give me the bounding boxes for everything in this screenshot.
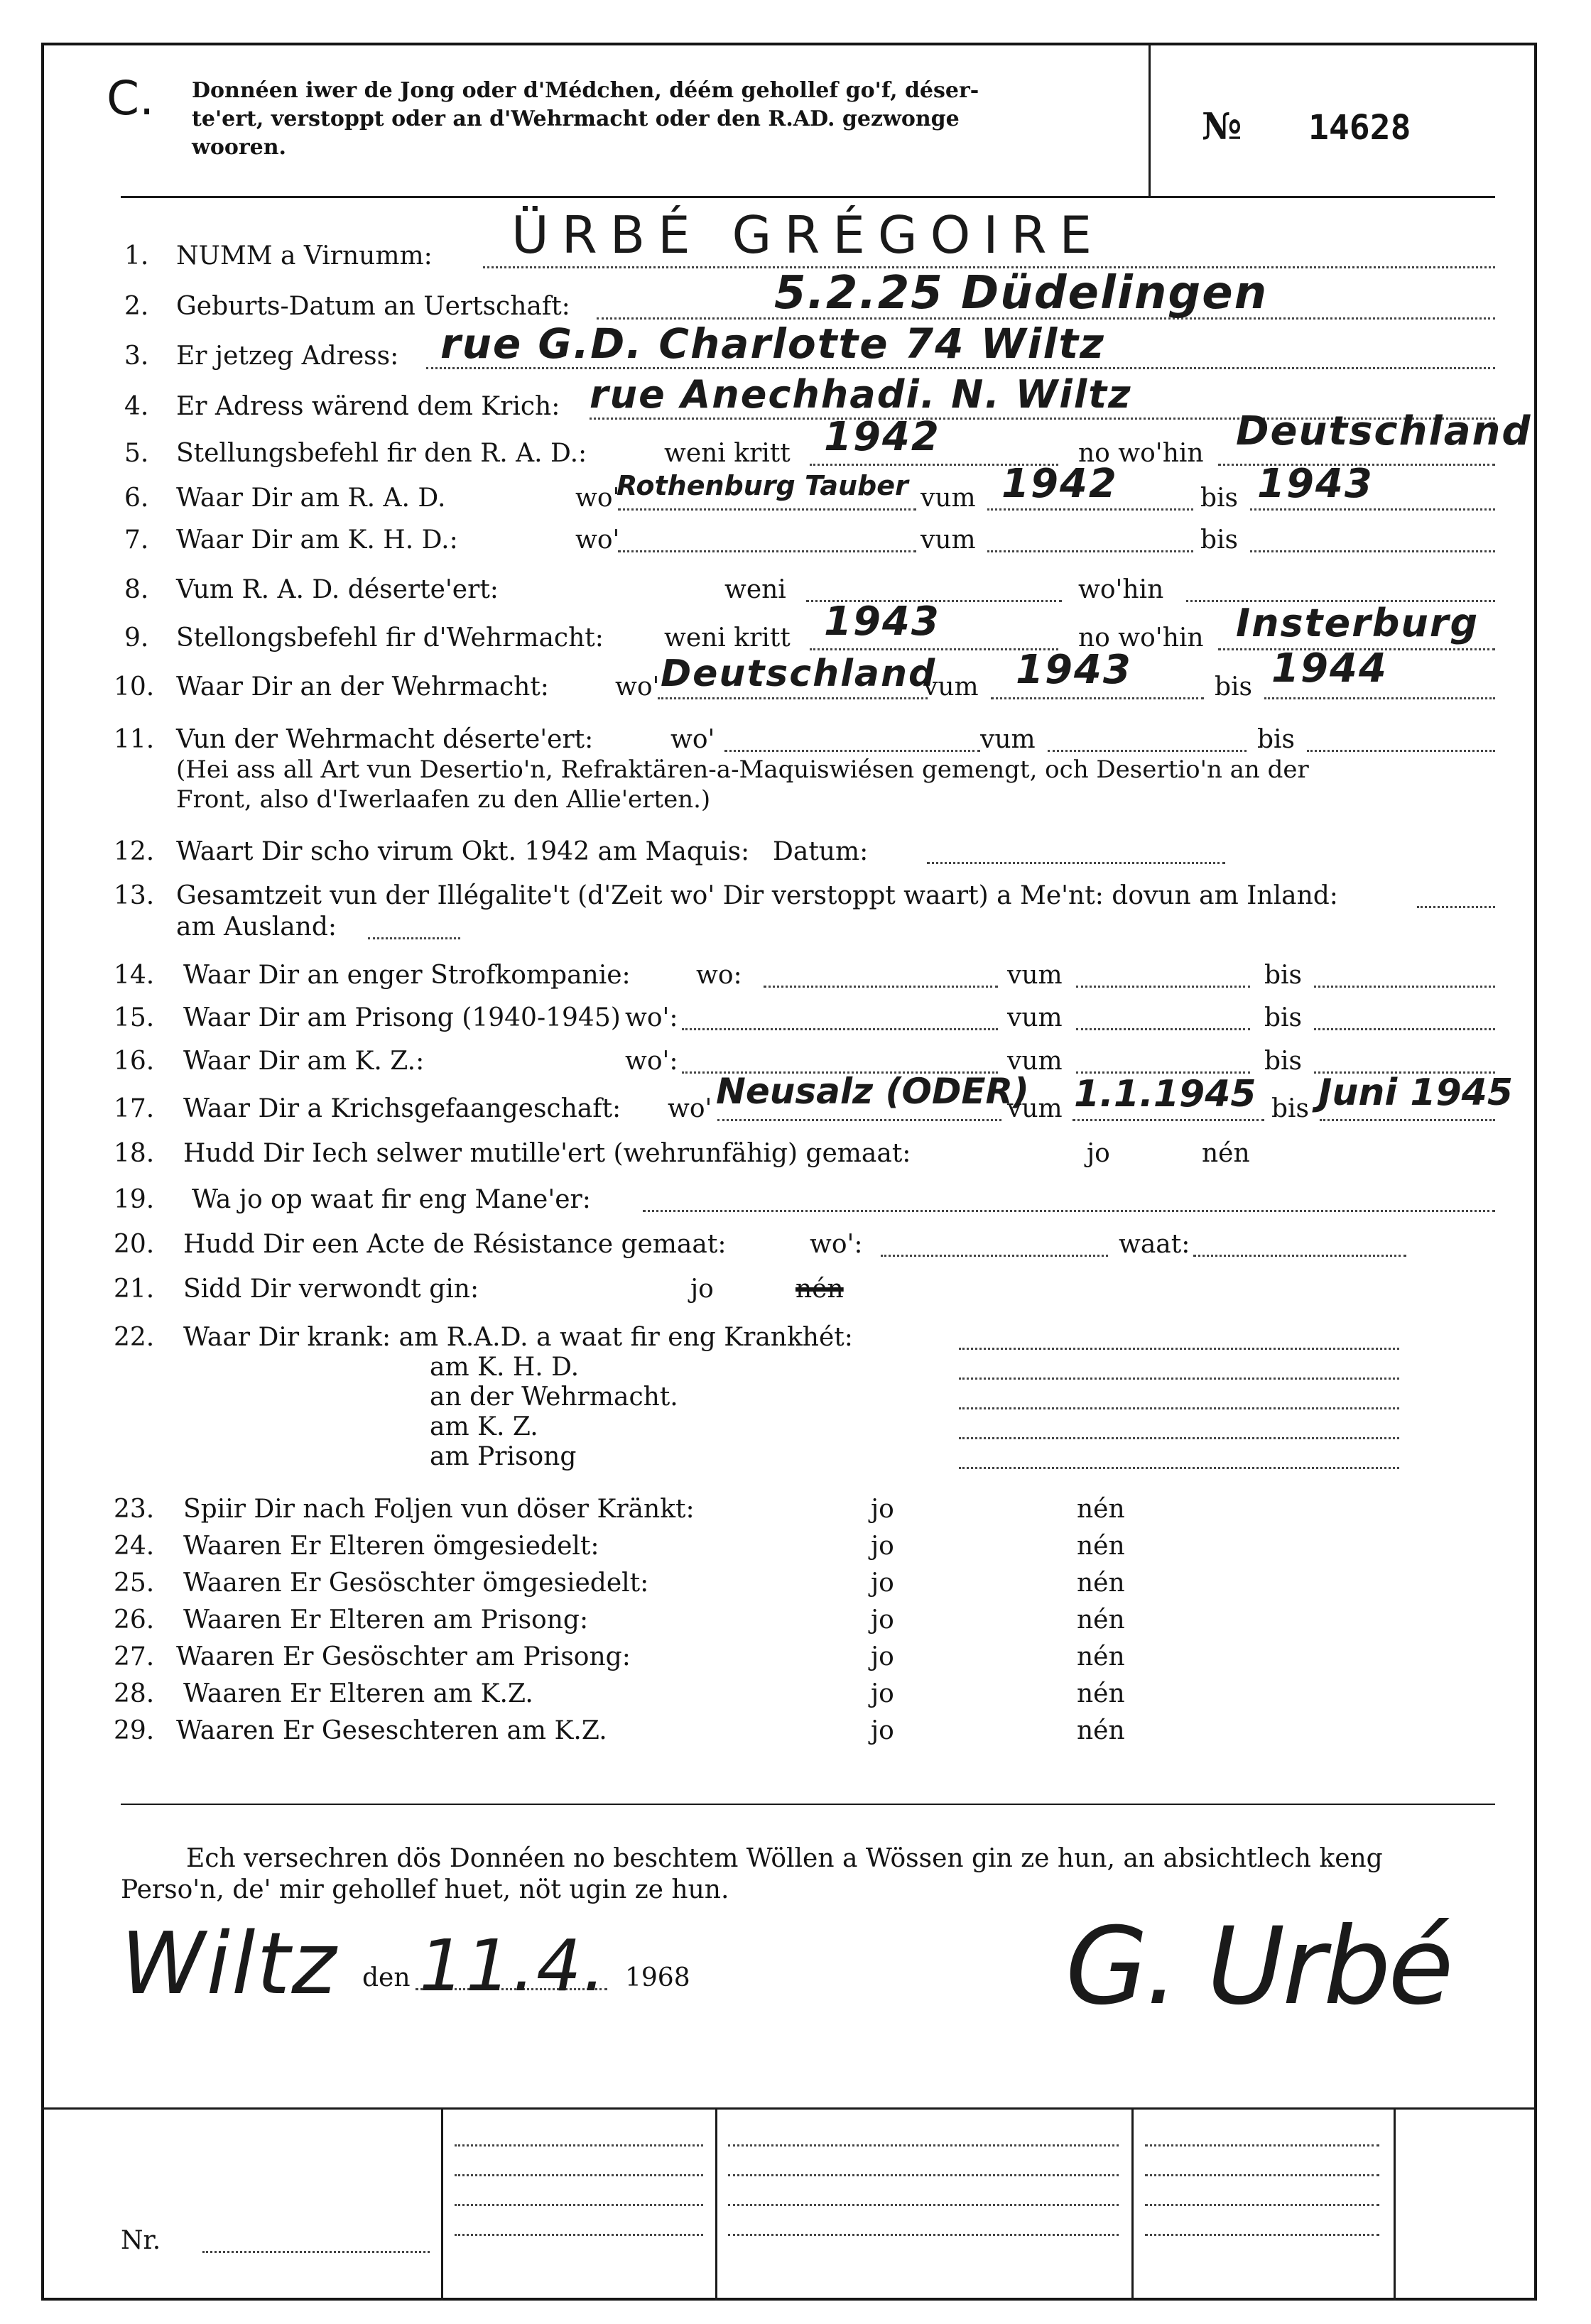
q11-number: 11. (114, 725, 155, 754)
q11-wo-label: wo' (670, 725, 715, 754)
q17-bis-answer: Juni 1945 (1318, 1071, 1514, 1114)
q17-bis-line[interactable] (1320, 1119, 1495, 1121)
q17-label: Waar Dir a Krichsgefaangeschaft: (183, 1094, 621, 1123)
date-year: 1968 (625, 1963, 690, 1992)
q26-label: Waaren Er Elteren am Prisong: (183, 1605, 589, 1635)
q16-label: Waar Dir am K. Z.: (183, 1047, 425, 1076)
q10-wo-line[interactable] (658, 697, 928, 699)
q9-number: 9. (124, 623, 149, 653)
document-number: 14628 (1308, 108, 1411, 148)
q20-waat-label: waat: (1119, 1230, 1190, 1259)
q12-datum-label: Datum: (773, 837, 869, 866)
q14-wo-label: wo: (696, 961, 742, 990)
q10-vum-line[interactable] (991, 697, 1204, 699)
q3-number: 3. (124, 342, 149, 371)
footer-cell-4-line1[interactable] (1145, 2144, 1379, 2146)
q14-bis-line[interactable] (1314, 986, 1495, 988)
q2-number: 2. (124, 292, 149, 321)
q22-sub-kz: am K. Z. (430, 1412, 538, 1441)
q9-weni-answer: 1943 (824, 599, 940, 645)
q20-wo-line[interactable] (881, 1255, 1108, 1257)
q12-label: Waart Dir scho virum Okt. 1942 am Maquis: (176, 837, 750, 866)
q4-number: 4. (124, 392, 149, 421)
nr-line[interactable] (202, 2251, 430, 2253)
q13-ausland-line[interactable] (368, 937, 460, 939)
q23-jo[interactable]: jo (871, 1495, 894, 1524)
q20-wo-label: wo': (810, 1230, 863, 1259)
q22-sub-prisong: am Prisong (430, 1442, 577, 1471)
q5-wohin-answer: Deutschland (1236, 408, 1532, 454)
q5-weni-answer: 1942 (824, 414, 940, 460)
footer-cell-3-line2[interactable] (728, 2174, 1119, 2176)
q27-number: 27. (114, 1642, 155, 1671)
q25-number: 25. (114, 1569, 155, 1598)
q23-number: 23. (114, 1495, 155, 1524)
footer-cell-4-line3[interactable] (1145, 2204, 1379, 2206)
q6-vum-label: vum (921, 484, 976, 513)
q7-bis-line[interactable] (1250, 550, 1495, 552)
q19-answer-line[interactable] (643, 1210, 1495, 1212)
q11-note-line2: Front, also d'Iwerlaafen zu den Allie'erten.) (176, 785, 711, 814)
q1-answer: ÜRBÉ GRÉGOIRE (511, 205, 1105, 265)
q6-label: Waar Dir am R. A. D. (176, 484, 446, 513)
q9-wohin-answer: Insterburg (1236, 601, 1479, 645)
q8-weni-label: weni (724, 575, 786, 604)
q21-number: 21. (114, 1275, 155, 1304)
q10-bis-label: bis (1215, 672, 1253, 702)
q15-bis-line[interactable] (1314, 1028, 1495, 1030)
q6-vum-line[interactable] (987, 508, 1193, 511)
q10-label: Waar Dir an der Wehrmacht: (176, 672, 549, 702)
q18-number: 18. (114, 1139, 155, 1168)
q11-bis-line[interactable] (1307, 750, 1495, 752)
q27-label: Waaren Er Gesöschter am Prisong: (176, 1642, 631, 1671)
q12-number: 12. (114, 837, 155, 866)
q19-number: 19. (114, 1185, 155, 1214)
q9-weni-label: weni kritt (664, 623, 791, 653)
q10-wo-answer: Deutschland (661, 653, 937, 695)
q7-bis-label: bis (1200, 525, 1239, 555)
q13-label: Gesamtzeit vun der Illégalite't (d'Zeit wo' Dir verstoppt waart) a Me'nt: dovun am Inland: (176, 881, 1338, 910)
q7-number: 7. (124, 525, 149, 555)
footer-cell-4-line4[interactable] (1145, 2234, 1379, 2236)
q24-number: 24. (114, 1532, 155, 1561)
declaration-line2: Perso'n, de' mir gehollef huet, nöt ugin ze hun. (121, 1875, 729, 1904)
q29-nen[interactable]: nén (1077, 1716, 1125, 1745)
q27-nen[interactable]: nén (1077, 1642, 1125, 1671)
q22-number: 22. (114, 1323, 155, 1352)
q10-bis-answer: 1944 (1271, 645, 1388, 692)
q14-vum-label: vum (1007, 961, 1063, 990)
q22-kz-line[interactable] (959, 1437, 1399, 1439)
footer-rule (41, 2107, 1537, 2110)
q22-khd-line[interactable] (959, 1378, 1399, 1380)
q7-vum-label: vum (921, 525, 976, 555)
q10-vum-label: vum (923, 672, 979, 702)
q17-vum-label: vum (1007, 1094, 1063, 1123)
footer-cell-2-line1[interactable] (455, 2144, 703, 2146)
q6-wo-answer: Rothenburg Tauber (617, 470, 908, 501)
section-letter: C. (107, 71, 155, 126)
q19-label: Wa jo op waat fir eng Mane'er: (192, 1185, 591, 1214)
q3-answer: rue G.D. Charlotte 74 Wiltz (440, 320, 1105, 368)
q15-vum-label: vum (1007, 1003, 1063, 1032)
footer-cell-3-line3[interactable] (728, 2204, 1119, 2206)
q25-jo[interactable]: jo (871, 1569, 894, 1598)
q24-nen[interactable]: nén (1077, 1532, 1125, 1561)
header-title-line2: te'ert, verstoppt oder an d'Wehrmacht oder den R.AD. gezwonge (192, 107, 960, 131)
q6-bis-label: bis (1200, 484, 1239, 513)
footer-cell-4-line2[interactable] (1145, 2174, 1379, 2176)
q17-vum-line[interactable] (1073, 1119, 1264, 1121)
q13-number: 13. (114, 881, 155, 910)
q6-wo-label: wo' (575, 484, 620, 513)
q2-label: Geburts-Datum an Uertschaft: (176, 292, 570, 321)
q24-jo[interactable]: jo (871, 1532, 894, 1561)
q5-weni-label: weni kritt (664, 439, 791, 468)
q16-bis-label: bis (1264, 1047, 1303, 1076)
q24-label: Waaren Er Elteren ömgesiedelt: (183, 1532, 599, 1561)
q16-number: 16. (114, 1047, 155, 1076)
footer-cell-2-line2[interactable] (455, 2174, 703, 2176)
q16-wo-label: wo': (625, 1047, 678, 1076)
q20-waat-line[interactable] (1193, 1255, 1406, 1257)
q25-label: Waaren Er Gesöschter ömgesiedelt: (183, 1569, 649, 1598)
q5-label: Stellungsbefehl fir den R. A. D.: (176, 439, 587, 468)
q22-sub-wehrmacht: an der Wehrmacht. (430, 1382, 678, 1412)
q18-jo[interactable]: jo (1087, 1139, 1110, 1168)
q1-number: 1. (124, 241, 149, 271)
q7-label: Waar Dir am K. H. D.: (176, 525, 458, 555)
q15-number: 15. (114, 1003, 155, 1032)
q27-jo[interactable]: jo (871, 1642, 894, 1671)
q5-wohin-label: no wo'hin (1078, 439, 1204, 468)
q14-label: Waar Dir an enger Strofkompanie: (183, 961, 631, 990)
q29-number: 29. (114, 1716, 155, 1745)
q6-wo-line[interactable] (618, 508, 916, 511)
q28-jo[interactable]: jo (871, 1679, 894, 1708)
q15-vum-line[interactable] (1076, 1028, 1250, 1030)
footer-cell-2-line3[interactable] (455, 2204, 703, 2206)
q17-wo-label: wo' (668, 1094, 712, 1123)
footer-col-divider-2 (715, 2107, 717, 2301)
q9-label: Stellongsbefehl fir d'Wehrmacht: (176, 623, 604, 653)
q4-answer: rue Anechhadi. N. Wiltz (590, 372, 1132, 417)
q22-rad-line[interactable] (959, 1348, 1399, 1350)
q8-wohin-label: wo'hin (1078, 575, 1164, 604)
footer-cell-3-line4[interactable] (728, 2234, 1119, 2236)
q11-note-line1: (Hei ass all Art vun Desertio'n, Refraktären-a-Maquiswiésen gemengt, och Desertio'n an der (176, 755, 1309, 784)
q9-wohin-label: no wo'hin (1078, 623, 1204, 653)
q29-label: Waaren Er Geseschteren am K.Z. (176, 1716, 607, 1745)
header-title-line3: wooren. (192, 135, 286, 160)
q26-number: 26. (114, 1605, 155, 1635)
q22-wehrmacht-line[interactable] (959, 1407, 1399, 1409)
footer-col-divider-1 (441, 2107, 443, 2301)
q17-bis-label: bis (1271, 1094, 1310, 1123)
q18-label: Hudd Dir Iech selwer mutille'ert (wehrunfähig) gemaat: (183, 1139, 911, 1168)
document-number-label: № (1202, 105, 1242, 148)
q7-wo-line[interactable] (618, 550, 916, 552)
den-label: den (362, 1963, 411, 1992)
q10-vum-answer: 1943 (1016, 647, 1132, 693)
q22-prisong-line[interactable] (959, 1467, 1399, 1469)
q28-number: 28. (114, 1679, 155, 1708)
q6-number: 6. (124, 484, 149, 513)
header-title-line1: Donnéen iwer de Jong oder d'Médchen, déém gehollef go'f, déser- (192, 78, 979, 103)
q23-nen[interactable]: nén (1077, 1495, 1125, 1524)
q21-nen-struck[interactable]: nén (796, 1275, 844, 1304)
q14-number: 14. (114, 961, 155, 990)
q15-bis-label: bis (1264, 1003, 1303, 1032)
q2-answer: 5.2.25 Düdelingen (774, 267, 1269, 320)
q28-nen[interactable]: nén (1077, 1679, 1125, 1708)
q17-number: 17. (114, 1094, 155, 1123)
q6-vum-answer: 1942 (1001, 461, 1118, 507)
q17-vum-answer: 1.1.1945 (1074, 1073, 1256, 1115)
declaration-rule (121, 1804, 1495, 1805)
q10-wo-label: wo' (615, 672, 660, 702)
q17-wo-line[interactable] (717, 1119, 1001, 1121)
q15-label: Waar Dir am Prisong (1940-1945) (183, 1003, 621, 1032)
q11-vum-line[interactable] (1048, 750, 1247, 752)
q16-vum-label: vum (1007, 1047, 1063, 1076)
declaration-line1: Ech versechren dös Donnéen no beschtem Wöllen a Wössen gin ze hun, an absichtlech keng (186, 1844, 1383, 1873)
q11-bis-label: bis (1257, 725, 1296, 754)
nr-label: Nr. (121, 2226, 161, 2255)
q25-nen[interactable]: nén (1077, 1569, 1125, 1598)
q29-jo[interactable]: jo (871, 1716, 894, 1745)
q20-number: 20. (114, 1230, 155, 1259)
q3-label: Er jetzeg Adress: (176, 342, 399, 371)
q10-bis-line[interactable] (1264, 697, 1495, 699)
footer-col-divider-3 (1131, 2107, 1134, 2301)
footer-cell-3-line1[interactable] (728, 2144, 1119, 2146)
q1-label: NUMM a Virnumm: (176, 241, 433, 271)
signature-date: 11.4. (419, 1924, 607, 2007)
q21-jo[interactable]: jo (690, 1275, 714, 1304)
q18-nen[interactable]: nén (1202, 1139, 1250, 1168)
footer-col-divider-4 (1394, 2107, 1396, 2301)
q8-label: Vum R. A. D. déserte'ert: (176, 575, 499, 604)
q14-vum-line[interactable] (1076, 986, 1250, 988)
q17-wo-answer: Neusalz (ODER) (716, 1071, 1029, 1112)
q11-wo-line[interactable] (724, 750, 980, 752)
header-divider (1149, 44, 1151, 196)
q28-label: Waaren Er Elteren am K.Z. (183, 1679, 533, 1708)
q23-label: Spiir Dir nach Foljen vun döser Kränkt: (183, 1495, 695, 1524)
q26-nen[interactable]: nén (1077, 1605, 1125, 1635)
q11-label: Vun der Wehrmacht déserte'ert: (176, 725, 594, 754)
q20-label: Hudd Dir een Acte de Résistance gemaat: (183, 1230, 727, 1259)
q6-bis-line[interactable] (1250, 508, 1495, 511)
q13-ausland-label: am Ausland: (176, 912, 337, 942)
q15-wo-line[interactable] (682, 1028, 998, 1030)
q7-wo-label: wo' (575, 525, 620, 555)
q26-jo[interactable]: jo (871, 1605, 894, 1635)
q21-label: Sidd Dir verwondt gin: (183, 1275, 479, 1304)
signature-place: Wiltz (121, 1915, 338, 2014)
q8-number: 8. (124, 575, 149, 604)
q5-number: 5. (124, 439, 149, 468)
q14-wo-line[interactable] (764, 986, 998, 988)
signature: G. Urbé (1065, 1905, 1451, 2029)
q6-bis-answer: 1943 (1257, 461, 1374, 507)
header-rule (121, 196, 1495, 198)
q22-label: Waar Dir krank: am R.A.D. a waat fir eng Krankhét: (183, 1323, 853, 1352)
q15-wo-label: wo': (625, 1003, 678, 1032)
q10-number: 10. (114, 672, 155, 702)
q11-vum-label: vum (980, 725, 1036, 754)
footer-cell-2-line4[interactable] (455, 2234, 703, 2236)
q7-vum-line[interactable] (987, 550, 1193, 552)
q13-inland-line[interactable] (1417, 906, 1495, 908)
q22-sub-khd: am K. H. D. (430, 1353, 580, 1382)
q14-bis-label: bis (1264, 961, 1303, 990)
q4-label: Er Adress wärend dem Krich: (176, 392, 560, 421)
q12-datum-line[interactable] (927, 862, 1225, 864)
